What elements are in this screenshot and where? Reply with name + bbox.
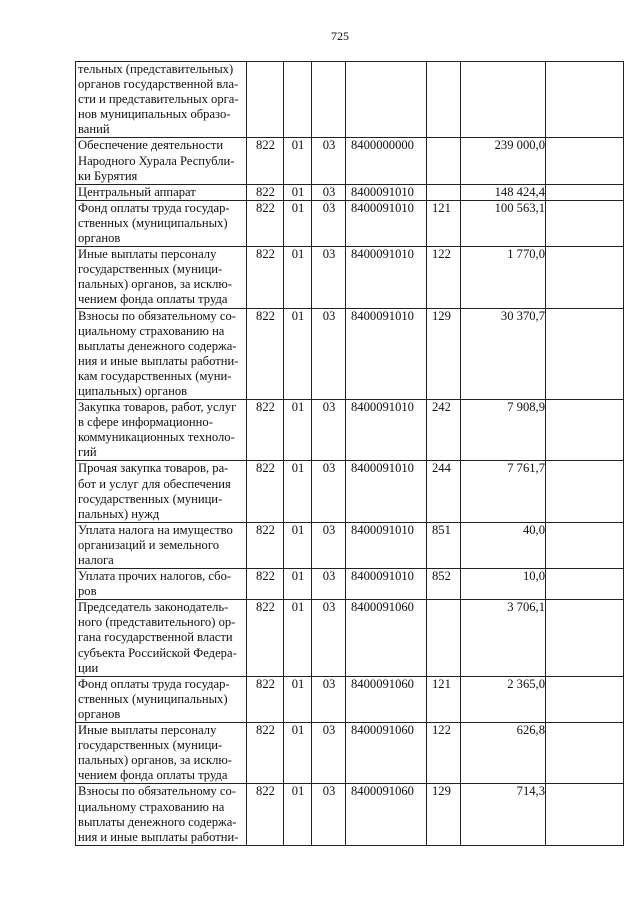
extra-cell bbox=[546, 138, 624, 184]
item-name-line: ров bbox=[78, 584, 97, 599]
item-name-cell bbox=[76, 400, 247, 461]
target-article-code-cell bbox=[346, 62, 427, 138]
item-name-line: Иные выплаты персоналу bbox=[78, 723, 217, 738]
item-name-cell bbox=[76, 62, 247, 138]
target-article-code-cell: 8400091060 bbox=[346, 600, 427, 676]
section-code-cell: 01 bbox=[284, 784, 312, 845]
amount-cell: 7 908,9 bbox=[461, 400, 546, 461]
item-name-line: ственных (муниципальных) bbox=[78, 691, 228, 706]
target-article-code-cell: 8400091010 bbox=[346, 308, 427, 400]
subsection-code-cell: 03 bbox=[312, 522, 346, 568]
item-name-line: Взносы по обязательному со- bbox=[78, 784, 236, 799]
item-name-line: органов bbox=[78, 706, 121, 721]
amount-cell: 3 706,1 bbox=[461, 600, 546, 676]
expense-type-code-cell: 129 bbox=[427, 784, 461, 845]
item-name-line: ния и иные выплаты работни- bbox=[78, 353, 239, 368]
item-name-line: ции bbox=[78, 660, 99, 675]
table-row bbox=[76, 308, 624, 400]
amount-cell: 626,8 bbox=[461, 723, 546, 784]
item-name-line: выплаты денежного содержа- bbox=[78, 814, 237, 829]
item-name-line: Закупка товаров, работ, услуг bbox=[78, 400, 237, 415]
item-name-cell bbox=[76, 723, 247, 784]
target-article-code-cell: 8400091010 bbox=[346, 184, 427, 200]
section-code-cell: 01 bbox=[284, 138, 312, 184]
grbs-code-cell: 822 bbox=[247, 461, 284, 522]
item-name-cell bbox=[76, 600, 247, 676]
grbs-code-cell: 822 bbox=[247, 184, 284, 200]
item-name-line: субъекта Российской Федера- bbox=[78, 645, 237, 660]
extra-cell bbox=[546, 200, 624, 246]
amount-cell: 7 761,7 bbox=[461, 461, 546, 522]
item-name-line: чением фонда оплаты труда bbox=[78, 768, 228, 783]
subsection-code-cell bbox=[312, 62, 346, 138]
expense-type-code-cell: 244 bbox=[427, 461, 461, 522]
item-name-cell bbox=[76, 569, 247, 600]
grbs-code-cell: 822 bbox=[247, 569, 284, 600]
expense-type-code-cell: 121 bbox=[427, 200, 461, 246]
extra-cell bbox=[546, 461, 624, 522]
page-number: 725 bbox=[331, 29, 349, 43]
item-name-cell bbox=[76, 138, 247, 184]
extra-cell bbox=[546, 676, 624, 722]
subsection-code-cell: 03 bbox=[312, 723, 346, 784]
target-article-code-cell: 8400091060 bbox=[346, 676, 427, 722]
table-row bbox=[76, 723, 624, 784]
table-row bbox=[76, 200, 624, 246]
amount-cell: 100 563,1 bbox=[461, 200, 546, 246]
expense-type-code-cell: 129 bbox=[427, 308, 461, 400]
table-row bbox=[76, 247, 624, 308]
amount-cell: 30 370,7 bbox=[461, 308, 546, 400]
target-article-code-cell: 8400091010 bbox=[346, 400, 427, 461]
item-name-line: сти и представительных орга- bbox=[78, 92, 239, 107]
expense-type-code-cell: 852 bbox=[427, 569, 461, 600]
item-name-line: ваний bbox=[78, 122, 110, 137]
target-article-code-cell: 8400091010 bbox=[346, 247, 427, 308]
expense-type-code-cell bbox=[427, 184, 461, 200]
expense-type-code-cell: 122 bbox=[427, 247, 461, 308]
item-name-line: организаций и земельного bbox=[78, 537, 219, 552]
subsection-code-cell: 03 bbox=[312, 569, 346, 600]
item-name-line: Фонд оплаты труда государ- bbox=[78, 200, 230, 215]
table-row bbox=[76, 461, 624, 522]
item-name-line: Уплата налога на имущество bbox=[78, 522, 233, 537]
grbs-code-cell: 822 bbox=[247, 400, 284, 461]
grbs-code-cell: 822 bbox=[247, 600, 284, 676]
item-name-line: Обеспечение деятельности bbox=[78, 138, 224, 153]
grbs-code-cell: 822 bbox=[247, 138, 284, 184]
item-name-line: гана государственной власти bbox=[78, 630, 233, 645]
extra-cell bbox=[546, 600, 624, 676]
table-row bbox=[76, 400, 624, 461]
budget-table-body bbox=[76, 62, 624, 846]
expense-type-code-cell: 121 bbox=[427, 676, 461, 722]
table-row bbox=[76, 676, 624, 722]
item-name-line: пальных) органов, за исклю- bbox=[78, 753, 232, 768]
item-name-line: Председатель законодатель- bbox=[78, 600, 229, 615]
target-article-code-cell: 8400091060 bbox=[346, 784, 427, 845]
item-name-line: ного (представительного) ор- bbox=[78, 615, 236, 630]
section-code-cell bbox=[284, 62, 312, 138]
item-name-line: циальному страхованию на bbox=[78, 323, 225, 338]
section-code-cell: 01 bbox=[284, 600, 312, 676]
grbs-code-cell: 822 bbox=[247, 784, 284, 845]
item-name-cell bbox=[76, 522, 247, 568]
subsection-code-cell: 03 bbox=[312, 200, 346, 246]
target-article-code-cell: 8400091010 bbox=[346, 522, 427, 568]
item-name-cell bbox=[76, 200, 247, 246]
extra-cell bbox=[546, 247, 624, 308]
item-name-line: Иные выплаты персоналу bbox=[78, 247, 217, 262]
section-code-cell: 01 bbox=[284, 247, 312, 308]
item-name-line: коммуникационных техноло- bbox=[78, 430, 235, 445]
item-name-line: органов bbox=[78, 231, 121, 246]
section-code-cell: 01 bbox=[284, 461, 312, 522]
grbs-code-cell: 822 bbox=[247, 676, 284, 722]
table-row bbox=[76, 138, 624, 184]
item-name-line: пальных) нужд bbox=[78, 506, 160, 521]
budget-table bbox=[75, 61, 624, 846]
amount-cell: 148 424,4 bbox=[461, 184, 546, 200]
item-name-cell bbox=[76, 461, 247, 522]
expense-type-code-cell: 851 bbox=[427, 522, 461, 568]
grbs-code-cell: 822 bbox=[247, 308, 284, 400]
target-article-code-cell: 8400091010 bbox=[346, 569, 427, 600]
extra-cell bbox=[546, 522, 624, 568]
expense-type-code-cell bbox=[427, 62, 461, 138]
expense-type-code-cell: 122 bbox=[427, 723, 461, 784]
amount-cell: 714,3 bbox=[461, 784, 546, 845]
item-name-line: ственных (муниципальных) bbox=[78, 215, 228, 230]
target-article-code-cell: 8400091060 bbox=[346, 723, 427, 784]
target-article-code-cell: 8400091010 bbox=[346, 461, 427, 522]
item-name-line: государственных (муници- bbox=[78, 262, 223, 277]
target-article-code-cell: 8400091010 bbox=[346, 200, 427, 246]
target-article-code-cell: 8400000000 bbox=[346, 138, 427, 184]
item-name-line: пальных) органов, за исклю- bbox=[78, 277, 232, 292]
subsection-code-cell: 03 bbox=[312, 461, 346, 522]
item-name-line: чением фонда оплаты труда bbox=[78, 292, 228, 307]
subsection-code-cell: 03 bbox=[312, 308, 346, 400]
amount-cell bbox=[461, 62, 546, 138]
item-name-line: Народного Хурала Республи- bbox=[78, 153, 235, 168]
grbs-code-cell: 822 bbox=[247, 247, 284, 308]
item-name-line: бот и услуг для обеспечения bbox=[78, 476, 231, 491]
item-name-line: ципальных) органов bbox=[78, 383, 188, 398]
table-row bbox=[76, 569, 624, 600]
section-code-cell: 01 bbox=[284, 676, 312, 722]
item-name-line: кам государственных (муни- bbox=[78, 368, 232, 383]
item-name-line: органов государственной вла- bbox=[78, 77, 239, 92]
table-row bbox=[76, 522, 624, 568]
item-name-cell bbox=[76, 184, 247, 200]
amount-cell: 40,0 bbox=[461, 522, 546, 568]
expense-type-code-cell bbox=[427, 600, 461, 676]
item-name-line: Фонд оплаты труда государ- bbox=[78, 676, 230, 691]
item-name-line: Взносы по обязательному со- bbox=[78, 308, 236, 323]
item-name-line: нов муниципальных образо- bbox=[78, 107, 231, 122]
item-name-line: Центральный аппарат bbox=[78, 184, 196, 199]
item-name-line: тельных (представительных) bbox=[78, 62, 234, 76]
item-name-line: государственных (муници- bbox=[78, 738, 223, 753]
section-code-cell: 01 bbox=[284, 400, 312, 461]
subsection-code-cell: 03 bbox=[312, 400, 346, 461]
item-name-line: циальному страхованию на bbox=[78, 799, 225, 814]
extra-cell bbox=[546, 569, 624, 600]
expense-type-code-cell bbox=[427, 138, 461, 184]
table-row bbox=[76, 600, 624, 676]
extra-cell bbox=[546, 723, 624, 784]
item-name-cell bbox=[76, 784, 247, 845]
table-row bbox=[76, 184, 624, 200]
section-code-cell: 01 bbox=[284, 569, 312, 600]
table-row bbox=[76, 62, 624, 138]
item-name-line: гий bbox=[78, 445, 97, 460]
expense-type-code-cell: 242 bbox=[427, 400, 461, 461]
item-name-cell bbox=[76, 308, 247, 400]
item-name-line: Уплата прочих налогов, сбо- bbox=[78, 569, 232, 584]
item-name-line: ки Бурятия bbox=[78, 168, 138, 183]
extra-cell bbox=[546, 400, 624, 461]
item-name-line: выплаты денежного содержа- bbox=[78, 338, 237, 353]
item-name-line: в сфере информационно- bbox=[78, 415, 213, 430]
subsection-code-cell: 03 bbox=[312, 247, 346, 308]
item-name-line: ния и иные выплаты работни- bbox=[78, 829, 239, 844]
grbs-code-cell: 822 bbox=[247, 723, 284, 784]
extra-cell bbox=[546, 184, 624, 200]
subsection-code-cell: 03 bbox=[312, 600, 346, 676]
extra-cell bbox=[546, 308, 624, 400]
section-code-cell: 01 bbox=[284, 200, 312, 246]
table-row bbox=[76, 784, 624, 845]
amount-cell: 2 365,0 bbox=[461, 676, 546, 722]
item-name-cell bbox=[76, 247, 247, 308]
amount-cell: 10,0 bbox=[461, 569, 546, 600]
subsection-code-cell: 03 bbox=[312, 184, 346, 200]
extra-cell bbox=[546, 784, 624, 845]
amount-cell: 1 770,0 bbox=[461, 247, 546, 308]
item-name-line: государственных (муници- bbox=[78, 491, 223, 506]
subsection-code-cell: 03 bbox=[312, 784, 346, 845]
section-code-cell: 01 bbox=[284, 308, 312, 400]
subsection-code-cell: 03 bbox=[312, 676, 346, 722]
subsection-code-cell: 03 bbox=[312, 138, 346, 184]
grbs-code-cell bbox=[247, 62, 284, 138]
extra-cell bbox=[546, 62, 624, 138]
section-code-cell: 01 bbox=[284, 723, 312, 784]
grbs-code-cell: 822 bbox=[247, 200, 284, 246]
item-name-line: налога bbox=[78, 553, 114, 567]
amount-cell: 239 000,0 bbox=[461, 138, 546, 184]
grbs-code-cell: 822 bbox=[247, 522, 284, 568]
item-name-line: Прочая закупка товаров, ра- bbox=[78, 461, 229, 476]
section-code-cell: 01 bbox=[284, 184, 312, 200]
section-code-cell: 01 bbox=[284, 522, 312, 568]
item-name-cell bbox=[76, 676, 247, 722]
